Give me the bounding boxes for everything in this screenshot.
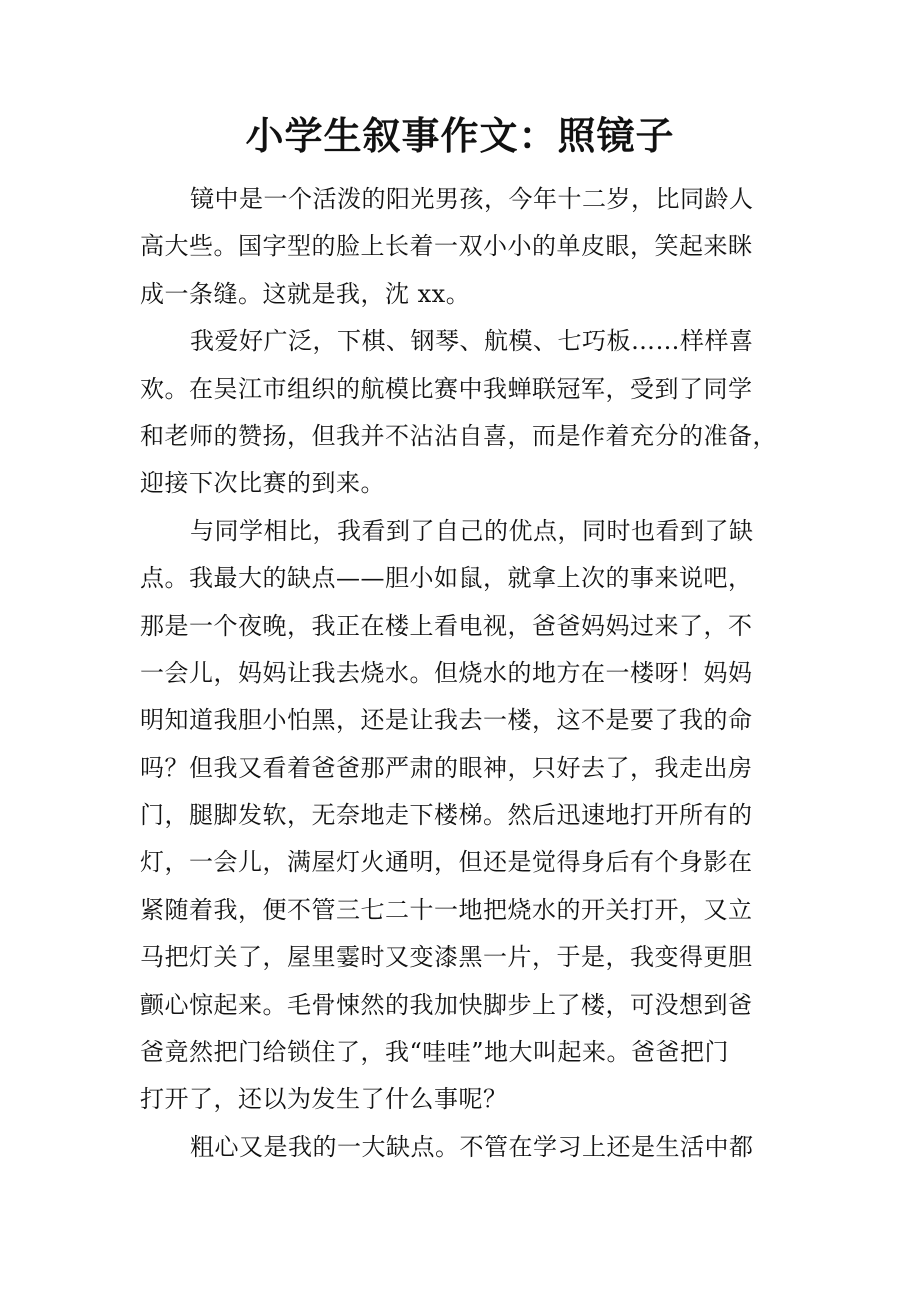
text-line: 紧随着我，便不管三七二十一地把烧水的开关打开，又立	[140, 895, 753, 924]
text-line: 那是一个夜晚，我正在楼上看电视，爸爸妈妈过来了，不	[140, 611, 753, 640]
page-title: 小学生叙事作文：照镜子	[245, 113, 675, 158]
text-line: 成一条缝。这就是我，沈 xx。	[140, 279, 471, 308]
text-line: 我爱好广泛，下棋、钢琴、航模、七巧板……样样喜	[190, 327, 754, 356]
text-line: 爸竟然把门给锁住了，我“哇哇”地大叫起来。爸爸把门	[140, 1038, 730, 1067]
text-line: 马把灯关了，屋里霎时又变漆黑一片，于是，我变得更胆	[140, 943, 753, 972]
text-line: 迎接下次比赛的到来。	[140, 469, 385, 498]
text-line: 和老师的赞扬，但我并不沾沾自喜，而是作着充分的准备，	[140, 421, 777, 450]
text-line: 打开了，还以为发生了什么事呢？	[140, 1085, 508, 1114]
text-line: 高大些。国字型的脸上长着一双小小的单皮眼，笑起来眯	[140, 232, 753, 261]
text-line: 明知道我胆小怕黑，还是让我去一楼，这不是要了我的命	[140, 706, 753, 735]
text-line: 镜中是一个活泼的阳光男孩，今年十二岁，比同龄人	[190, 185, 754, 213]
text-line: 粗心又是我的一大缺点。不管在学习上还是生活中都	[190, 1132, 754, 1161]
text-line: 欢。在吴江市组织的航模比赛中我蝉联冠军，受到了同学	[140, 374, 753, 403]
text-line: 颤心惊起来。毛骨悚然的我加快脚步上了楼，可没想到爸	[140, 990, 753, 1019]
text-line: 与同学相比，我看到了自己的优点，同时也看到了缺	[190, 516, 754, 545]
essay-body	[140, 176, 780, 1171]
text-line: 门，腿脚发软，无奈地走下楼梯。然后迅速地打开所有的	[140, 801, 753, 830]
text-line: 灯，一会儿，满屋灯火通明，但还是觉得身后有个身影在	[140, 848, 753, 877]
text-line: 点。我最大的缺点——胆小如鼠，就拿上次的事来说吧，	[140, 564, 753, 593]
text-line: 一会儿，妈妈让我去烧水。但烧水的地方在一楼呀！妈妈	[140, 658, 753, 687]
text-line: 吗？但我又看着爸爸那严肃的眼神，只好去了，我走出房	[140, 753, 753, 782]
